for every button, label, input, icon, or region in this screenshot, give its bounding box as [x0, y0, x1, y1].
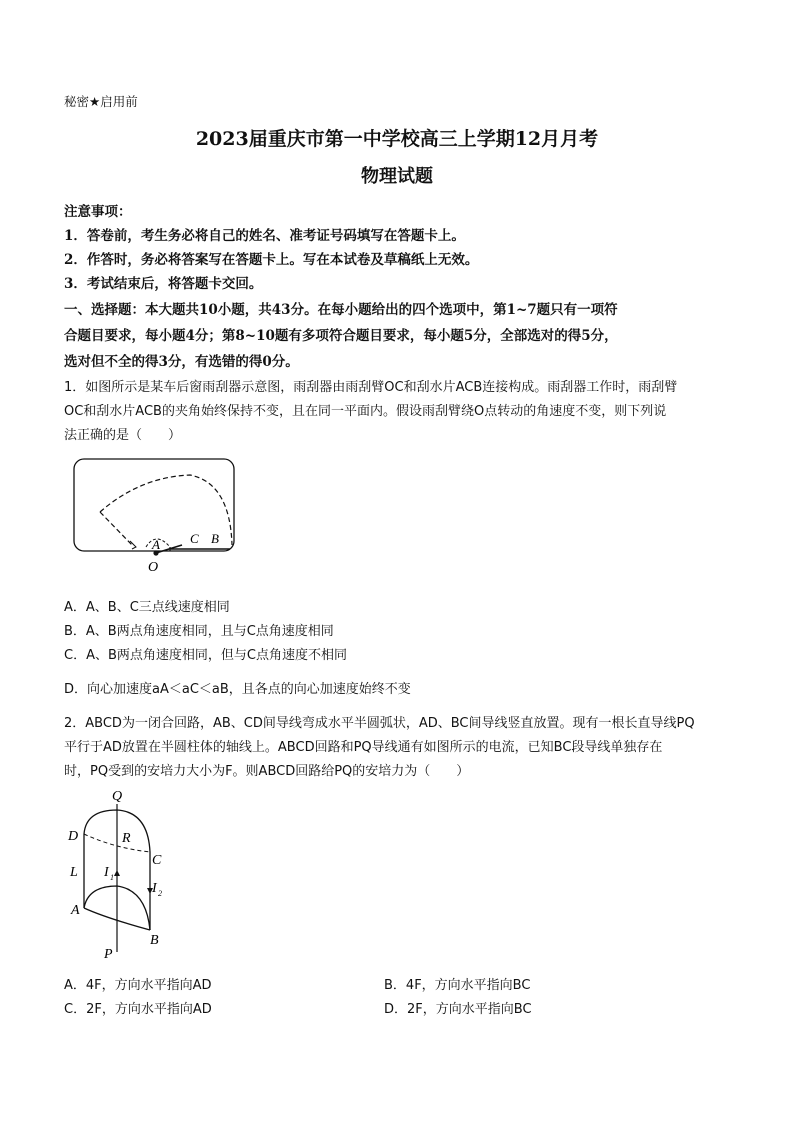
q2-option-c[interactable]: C．2F，方向水平指向AD: [64, 1002, 212, 1017]
label-D: D: [68, 829, 79, 844]
section-instructions: 一、选择题：本大题共10小题，共43分。在每小题给出的四个选项中，第1~7题只有一项符: [64, 302, 618, 318]
label-O: O: [148, 560, 159, 575]
circuit-diagram: [66, 786, 176, 962]
q1-stem: OC和刮水片ACB的夹角始终保持不变，且在同一平面内。假设雨刮臂绕O点转动的角速度不变，则下列说: [64, 404, 667, 419]
angle-mark: [130, 541, 136, 549]
label-C: C: [190, 531, 199, 546]
label-B: B: [150, 933, 159, 948]
notice-item: 1．答卷前，考生务必将自己的姓名、准考证号码填写在答题卡上。: [64, 228, 465, 244]
secret-label: 秘密★启用前: [64, 94, 138, 109]
label-I2: I: [152, 881, 157, 896]
q2-stem: 平行于AD放置在半圆柱体的轴线上。ABCD回路和PQ导线通有如图所示的电流，已知BC段导线单独存在: [64, 740, 663, 755]
label-R: R: [122, 831, 131, 846]
label-I1-sub: 1: [110, 873, 114, 882]
q1-option-a[interactable]: A．A、B、C三点线速度相同: [64, 600, 230, 615]
q2-stem: 2．ABCD为一闭合回路，AB、CD间导线弯成水平半圆弧状，AD、BC间导线竖直放置。现有一根长直导线PQ: [64, 716, 695, 731]
q2-option-b[interactable]: B．4F，方向水平指向BC: [384, 978, 531, 993]
label-Q: Q: [112, 789, 123, 804]
q1-option-b[interactable]: B．A、B两点角速度相同，且与C点角速度相同: [64, 624, 334, 639]
q1-stem: 法正确的是（ ）: [64, 428, 182, 443]
label-B: B: [211, 531, 219, 546]
exam-subtitle: 物理试题: [361, 166, 433, 187]
label-C: C: [152, 853, 162, 868]
label-I1: I: [104, 865, 109, 880]
sweep-edge: [100, 512, 132, 545]
notice-heading: 注意事项：: [64, 204, 132, 220]
q2-option-d[interactable]: D．2F，方向水平指向BC: [384, 1002, 532, 1017]
label-L: L: [70, 865, 78, 880]
q1-option-d[interactable]: D．向心加速度aA＜aC＜aB，且各点的向心加速度始终不变: [64, 682, 411, 697]
q2-option-a[interactable]: A．4F，方向水平指向AD: [64, 978, 212, 993]
exam-title: 2023届重庆市第一中学校高三上学期12月月考: [195, 128, 599, 150]
label-I2-sub: 2: [158, 889, 162, 898]
notice-item: 3．考试结束后，将答题卡交回。: [64, 276, 263, 292]
q1-stem: 1．如图所示是某车后窗雨刮器示意图，雨刮器由雨刮臂OC和刮水片ACB连接构成。雨刮器工作时，雨刮臂: [64, 380, 678, 395]
q2-stem: 时，PQ受到的安培力大小为F。则ABCD回路给PQ的安培力为（ ）: [64, 764, 470, 779]
section-instructions: 选对但不全的得3分，有选错的得0分。: [64, 354, 299, 370]
notice-item: 2．作答时，务必将答案写在答题卡上。写在本试卷及草稿纸上无效。: [64, 252, 479, 268]
label-P: P: [104, 947, 113, 962]
label-A: A: [152, 537, 160, 552]
section-instructions: 合题目要求，每小题4分；第8~10题有多项符合题目要求，每小题5分，全部选对的得5分，: [64, 328, 618, 344]
arrow-up-icon: [114, 870, 120, 876]
q1-option-c[interactable]: C．A、B两点角速度相同，但与C点角速度不相同: [64, 648, 347, 663]
wiper-diagram: [70, 455, 240, 577]
label-A: A: [71, 903, 80, 918]
